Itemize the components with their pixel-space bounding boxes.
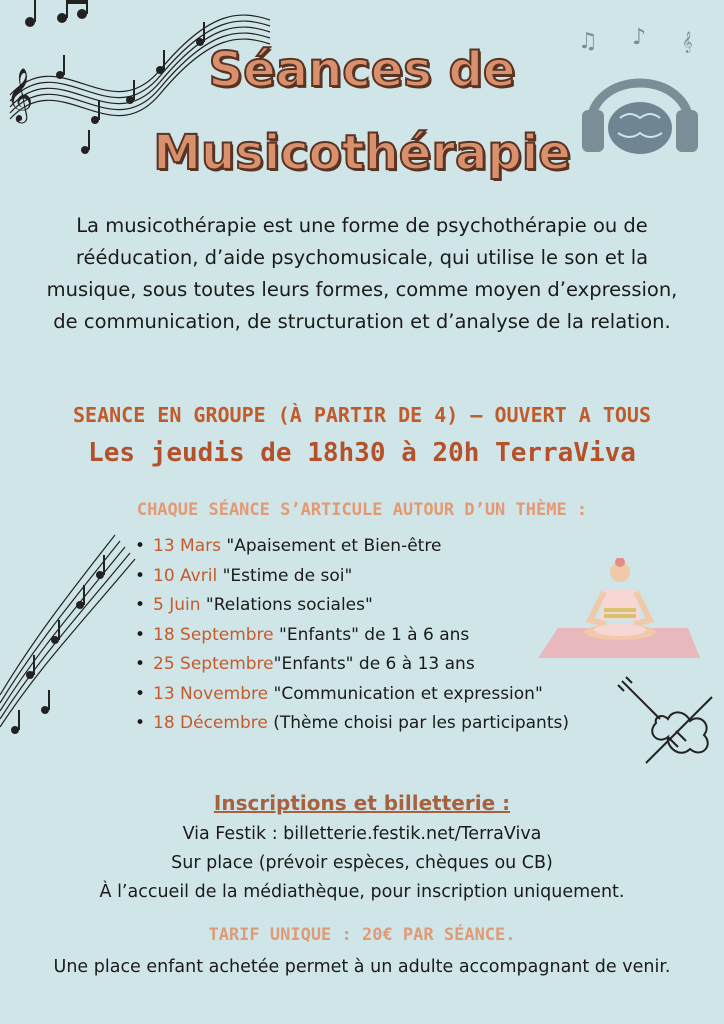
theme-date: 13 Mars	[153, 536, 221, 556]
theme-text: "Relations sociales"	[200, 595, 373, 615]
festik-line: Via Festik : billetterie.festik.net/TerraViva	[182, 824, 542, 844]
theme-date: 5 Juin	[153, 595, 201, 615]
list-item	[135, 591, 569, 621]
page-title-line1: Séances de	[208, 42, 516, 98]
music-staff-icon	[0, 525, 140, 745]
intro-paragraph	[30, 210, 694, 338]
bullet-icon: •	[135, 536, 146, 556]
bullet-icon: •	[135, 683, 146, 704]
bullet-icon: •	[135, 565, 146, 586]
svg-text:𝄞: 𝄞	[682, 32, 693, 53]
theme-text: (Thème choisi par les participants)	[267, 713, 569, 733]
intro-line: La musicothérapie est une forme de psychothérapie ou de	[76, 214, 648, 237]
list-item	[135, 621, 569, 651]
bullet-icon: •	[135, 624, 146, 645]
inscriptions-heading: Inscriptions et billetterie :	[213, 791, 511, 815]
violin-icon	[616, 675, 716, 775]
mediatheque-line: À l’accueil de la médiathèque, pour inscription uniquement.	[99, 882, 625, 902]
intro-line: musique, sous toutes leurs formes, comme moyen d’expression,	[46, 278, 678, 301]
tarif-heading: TARIF UNIQUE : 20€ PAR SÉANCE.	[208, 925, 516, 945]
intro-line: rééducation, d’aide psychomusicale, qui utilise le son et la	[75, 246, 649, 269]
page-title-line2: Musicothérapie	[153, 125, 571, 181]
bullet-icon: •	[135, 595, 146, 615]
theme-text: "Enfants" de 6 à 13 ans	[273, 654, 475, 674]
list-item	[135, 562, 569, 592]
svg-text:♫: ♫	[578, 29, 598, 54]
bullet-icon: •	[135, 654, 146, 674]
list-item	[135, 532, 569, 562]
schedule-heading: Les jeudis de 18h30 à 20h TerraViva	[88, 438, 636, 468]
yoga-person-icon	[538, 558, 700, 663]
theme-date: 10 Avril	[153, 565, 218, 586]
theme-date: 18 Septembre	[153, 624, 274, 645]
bullet-icon: •	[135, 713, 146, 733]
svg-text:♪: ♪	[632, 25, 647, 50]
group-heading: SEANCE EN GROUPE (À PARTIR DE 4) – OUVERT A TOUS	[73, 403, 651, 427]
theme-date: 25 Septembre	[153, 654, 274, 674]
theme-text: "Apaisement et Bien-être	[220, 536, 442, 556]
list-item	[135, 680, 569, 710]
svg-text:𝄞: 𝄞	[6, 67, 34, 121]
theme-text: "Enfants" de 1 à 6 ans	[273, 624, 470, 645]
child-note: Une place enfant achetée permet à un adulte accompagnant de venir.	[53, 957, 671, 977]
intro-line: de communication, de structuration et d’analyse de la relation.	[53, 310, 671, 333]
list-item	[135, 709, 569, 739]
themes-heading: CHAQUE SÉANCE S’ARTICULE AUTOUR D’UN THÈME :	[136, 500, 588, 520]
themes-list	[135, 532, 569, 739]
onsite-line: Sur place (prévoir espèces, chèques ou CB)	[171, 853, 553, 873]
theme-text: "Communication et expression"	[268, 683, 543, 704]
theme-date: 18 Décembre	[153, 713, 268, 733]
theme-date: 13 Novembre	[153, 683, 269, 704]
theme-text: "Estime de soi"	[217, 565, 353, 586]
list-item	[135, 650, 569, 680]
